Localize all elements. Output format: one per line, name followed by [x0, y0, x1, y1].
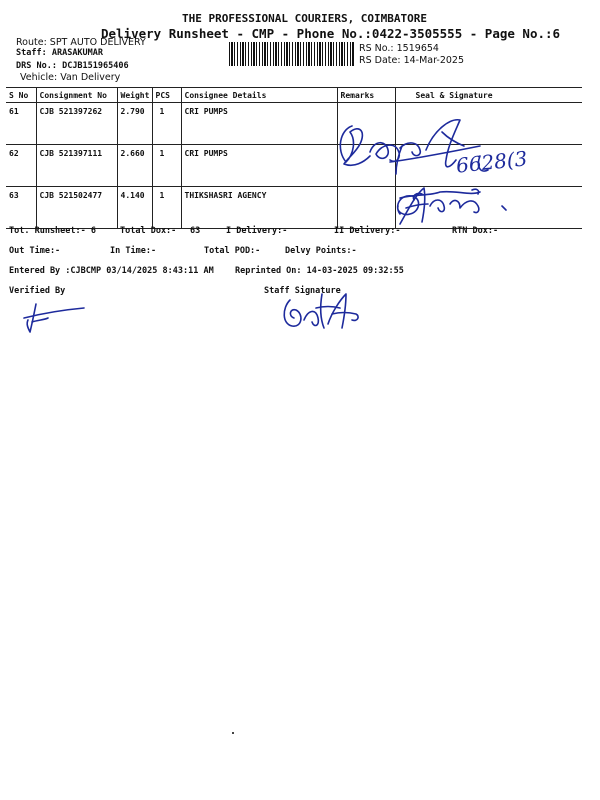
cell-sno: 63: [6, 187, 36, 229]
in-time: In Time:-: [110, 246, 157, 256]
delivery-points: Delvy Points:-: [285, 246, 357, 256]
drs-label: DRS No.:: [16, 61, 57, 71]
col-header-sno: S No: [6, 88, 36, 103]
staff-value: ARASAKUMAR: [51, 48, 104, 58]
row63-signature-scribble: [394, 180, 524, 230]
route-text: Route: SPT AUTO DELIVERY: [16, 37, 146, 48]
staff-signature-scribble: [276, 290, 366, 335]
verifier-signature-scribble: [22, 298, 92, 338]
runsheet-subtitle: Delivery Runsheet - CMP - Phone No.:0422-3505555 - Page No.:6: [101, 26, 561, 41]
cell-weight: 2.660: [117, 145, 152, 187]
ii-delivery: II Delivery:-: [334, 226, 401, 236]
cell-consignee: CRI PUMPS: [181, 145, 337, 187]
rtn-dox: RTN Dox:-: [452, 226, 499, 236]
speck-dot: [232, 732, 234, 734]
reprinted-on: Reprinted On: 14-03-2025 09:32:55: [235, 266, 404, 276]
cell-pcs: 1: [152, 145, 181, 187]
total-runsheet: Tot. Runsheet:- 6: [9, 226, 96, 236]
col-header-consignee: Consignee Details: [181, 88, 337, 103]
staff-label: Staff:: [16, 48, 47, 58]
cell-consignee: CRI PUMPS: [181, 103, 337, 145]
vehicle-text: Vehicle: Van Delivery: [20, 72, 121, 83]
cell-consignee: THIKSHASRI AGENCY: [181, 187, 337, 229]
staff-line: [16, 48, 103, 58]
cell-pcs: 1: [152, 187, 181, 229]
cell-consignment: CJB 521502477: [36, 187, 117, 229]
cell-weight: 2.790: [117, 103, 152, 145]
col-header-consignment: Consignment No: [36, 88, 117, 103]
verified-by-label: Verified By: [9, 286, 66, 296]
drs-line: [16, 61, 129, 71]
cell-weight: 4.140: [117, 187, 152, 229]
total-dox-value: 63: [190, 226, 201, 236]
entered-by: Entered By :CJBCMP 03/14/2025 8:43:11 AM: [9, 266, 214, 276]
drs-value: DCJB151965406: [62, 61, 129, 71]
barcode-image: [229, 42, 354, 66]
out-time: Out Time:-: [9, 246, 61, 256]
i-delivery: I Delivery:-: [226, 226, 288, 236]
col-header-weight: Weight: [117, 88, 152, 103]
cell-pcs: 1: [152, 103, 181, 145]
table-header-row: [6, 88, 582, 103]
total-pod: Total POD:-: [204, 246, 261, 256]
cell-sno: 62: [6, 145, 36, 187]
staff-signature-label: Staff Signature: [264, 286, 341, 296]
cell-sno: 61: [6, 103, 36, 145]
rs-number: RS No.: 1519654: [359, 43, 439, 54]
cell-consignment: CJB 521397111: [36, 145, 117, 187]
total-dox-label: Total Dox:-: [120, 226, 177, 236]
col-header-seal-signature: Seal & Signature: [395, 88, 582, 103]
col-header-pcs: PCS: [152, 88, 181, 103]
cell-consignment: CJB 521397262: [36, 103, 117, 145]
company-title: THE PROFESSIONAL COURIERS, COIMBATORE: [182, 12, 428, 25]
col-header-remarks: Remarks: [337, 88, 395, 103]
rs-date: RS Date: 14-Mar-2025: [359, 55, 465, 66]
row62-handwritten-note: 6628(3: [454, 146, 529, 178]
